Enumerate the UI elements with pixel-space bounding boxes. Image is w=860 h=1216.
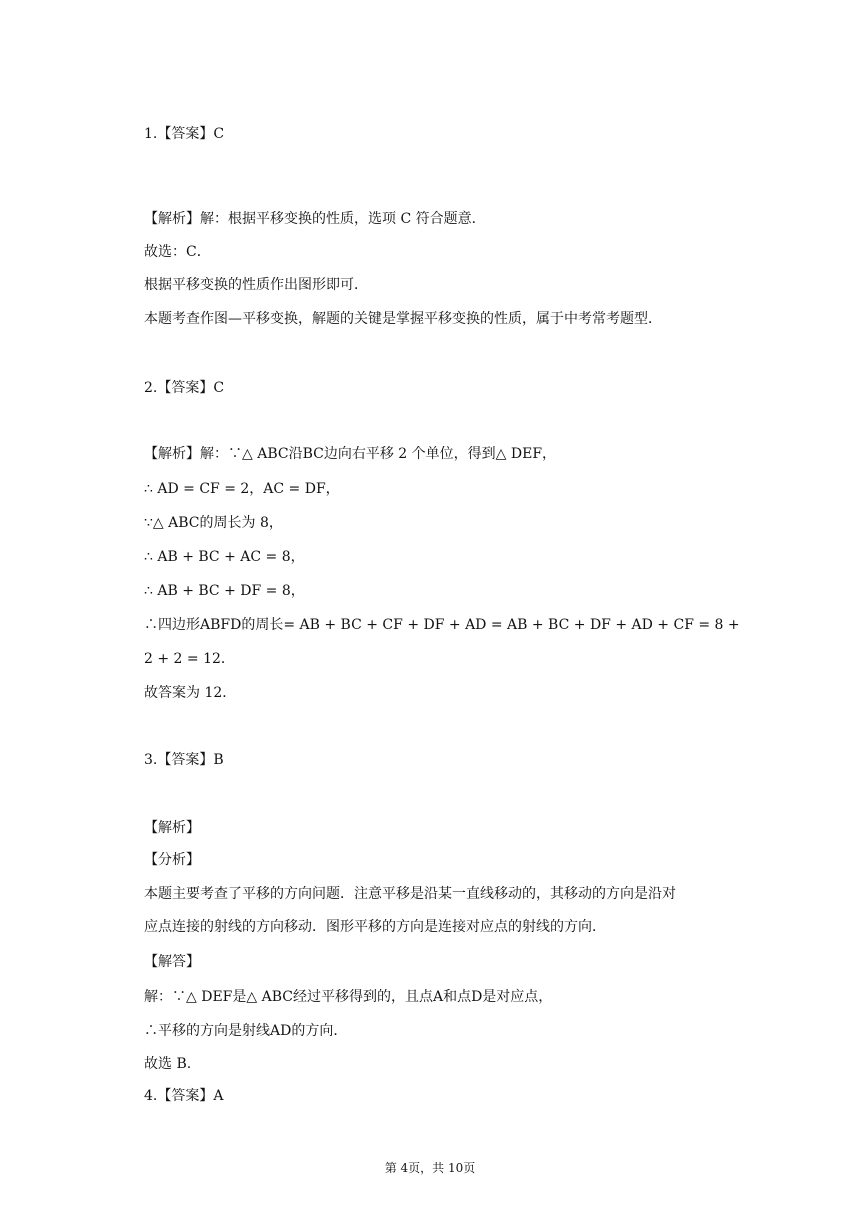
q2-analysis-line-5: ∴ AB + BC + DF = 8， bbox=[144, 583, 305, 599]
q1-analysis-line-3: 根据平移变换的性质作出图形即可． bbox=[144, 277, 368, 293]
q2-analysis-line-2: ∴ AD = CF = 2，AC = DF， bbox=[144, 481, 340, 497]
q1-analysis-line-2: 故选：C． bbox=[144, 244, 211, 260]
q3-analysis-heading: 【解析】 bbox=[144, 820, 200, 836]
q3-fenxi-line-2: 应点连接的射线的方向移动．图形平移的方向是连接对应点的射线的方向． bbox=[144, 919, 606, 935]
q3-fenxi-line-1: 本题主要考查了平移的方向问题．注意平移是沿某一直线移动的，其移动的方向是沿对 bbox=[144, 886, 676, 902]
q3-answer: 3.【答案】B bbox=[144, 752, 224, 768]
q2-analysis-line-8: 故答案为 12． bbox=[144, 685, 237, 701]
q3-fenxi-heading: 【分析】 bbox=[144, 852, 200, 868]
q2-analysis-line-6: ∴四边形ABFD的周长= AB + BC + CF + DF + AD = AB + BC + DF + AD + CF = 8 + bbox=[144, 617, 740, 633]
q3-jieda-line-3: 故选 B. bbox=[144, 1056, 192, 1072]
q4-answer: 4.【答案】A bbox=[144, 1088, 224, 1104]
q2-analysis-line-7: 2 + 2 = 12． bbox=[144, 651, 235, 667]
q1-answer: 1.【答案】C bbox=[144, 126, 225, 142]
q3-jieda-line-2: ∴平移的方向是射线AD的方向． bbox=[144, 1023, 348, 1039]
q3-jieda-line-1: 解：∵△ DEF是△ ABC经过平移得到的，且点A和点D是对应点， bbox=[144, 989, 553, 1005]
page-footer: 第 4页，共 10页 bbox=[384, 1161, 476, 1175]
q2-analysis-line-3: ∵△ ABC的周长为 8， bbox=[144, 515, 283, 531]
q2-analysis-line-1: 【解析】解：∵△ ABC沿BC边向右平移 2 个单位，得到△ DEF， bbox=[144, 446, 557, 462]
q1-analysis-line-4: 本题考查作图—平移变换，解题的关键是掌握平移变换的性质，属于中考常考题型． bbox=[144, 311, 662, 327]
q3-jieda-heading: 【解答】 bbox=[144, 954, 200, 970]
q2-analysis-line-4: ∴ AB + BC + AC = 8， bbox=[144, 549, 305, 565]
q1-analysis-line-1: 【解析】解：根据平移变换的性质，选项 C 符合题意． bbox=[144, 211, 486, 227]
q2-answer: 2.【答案】C bbox=[144, 380, 225, 396]
